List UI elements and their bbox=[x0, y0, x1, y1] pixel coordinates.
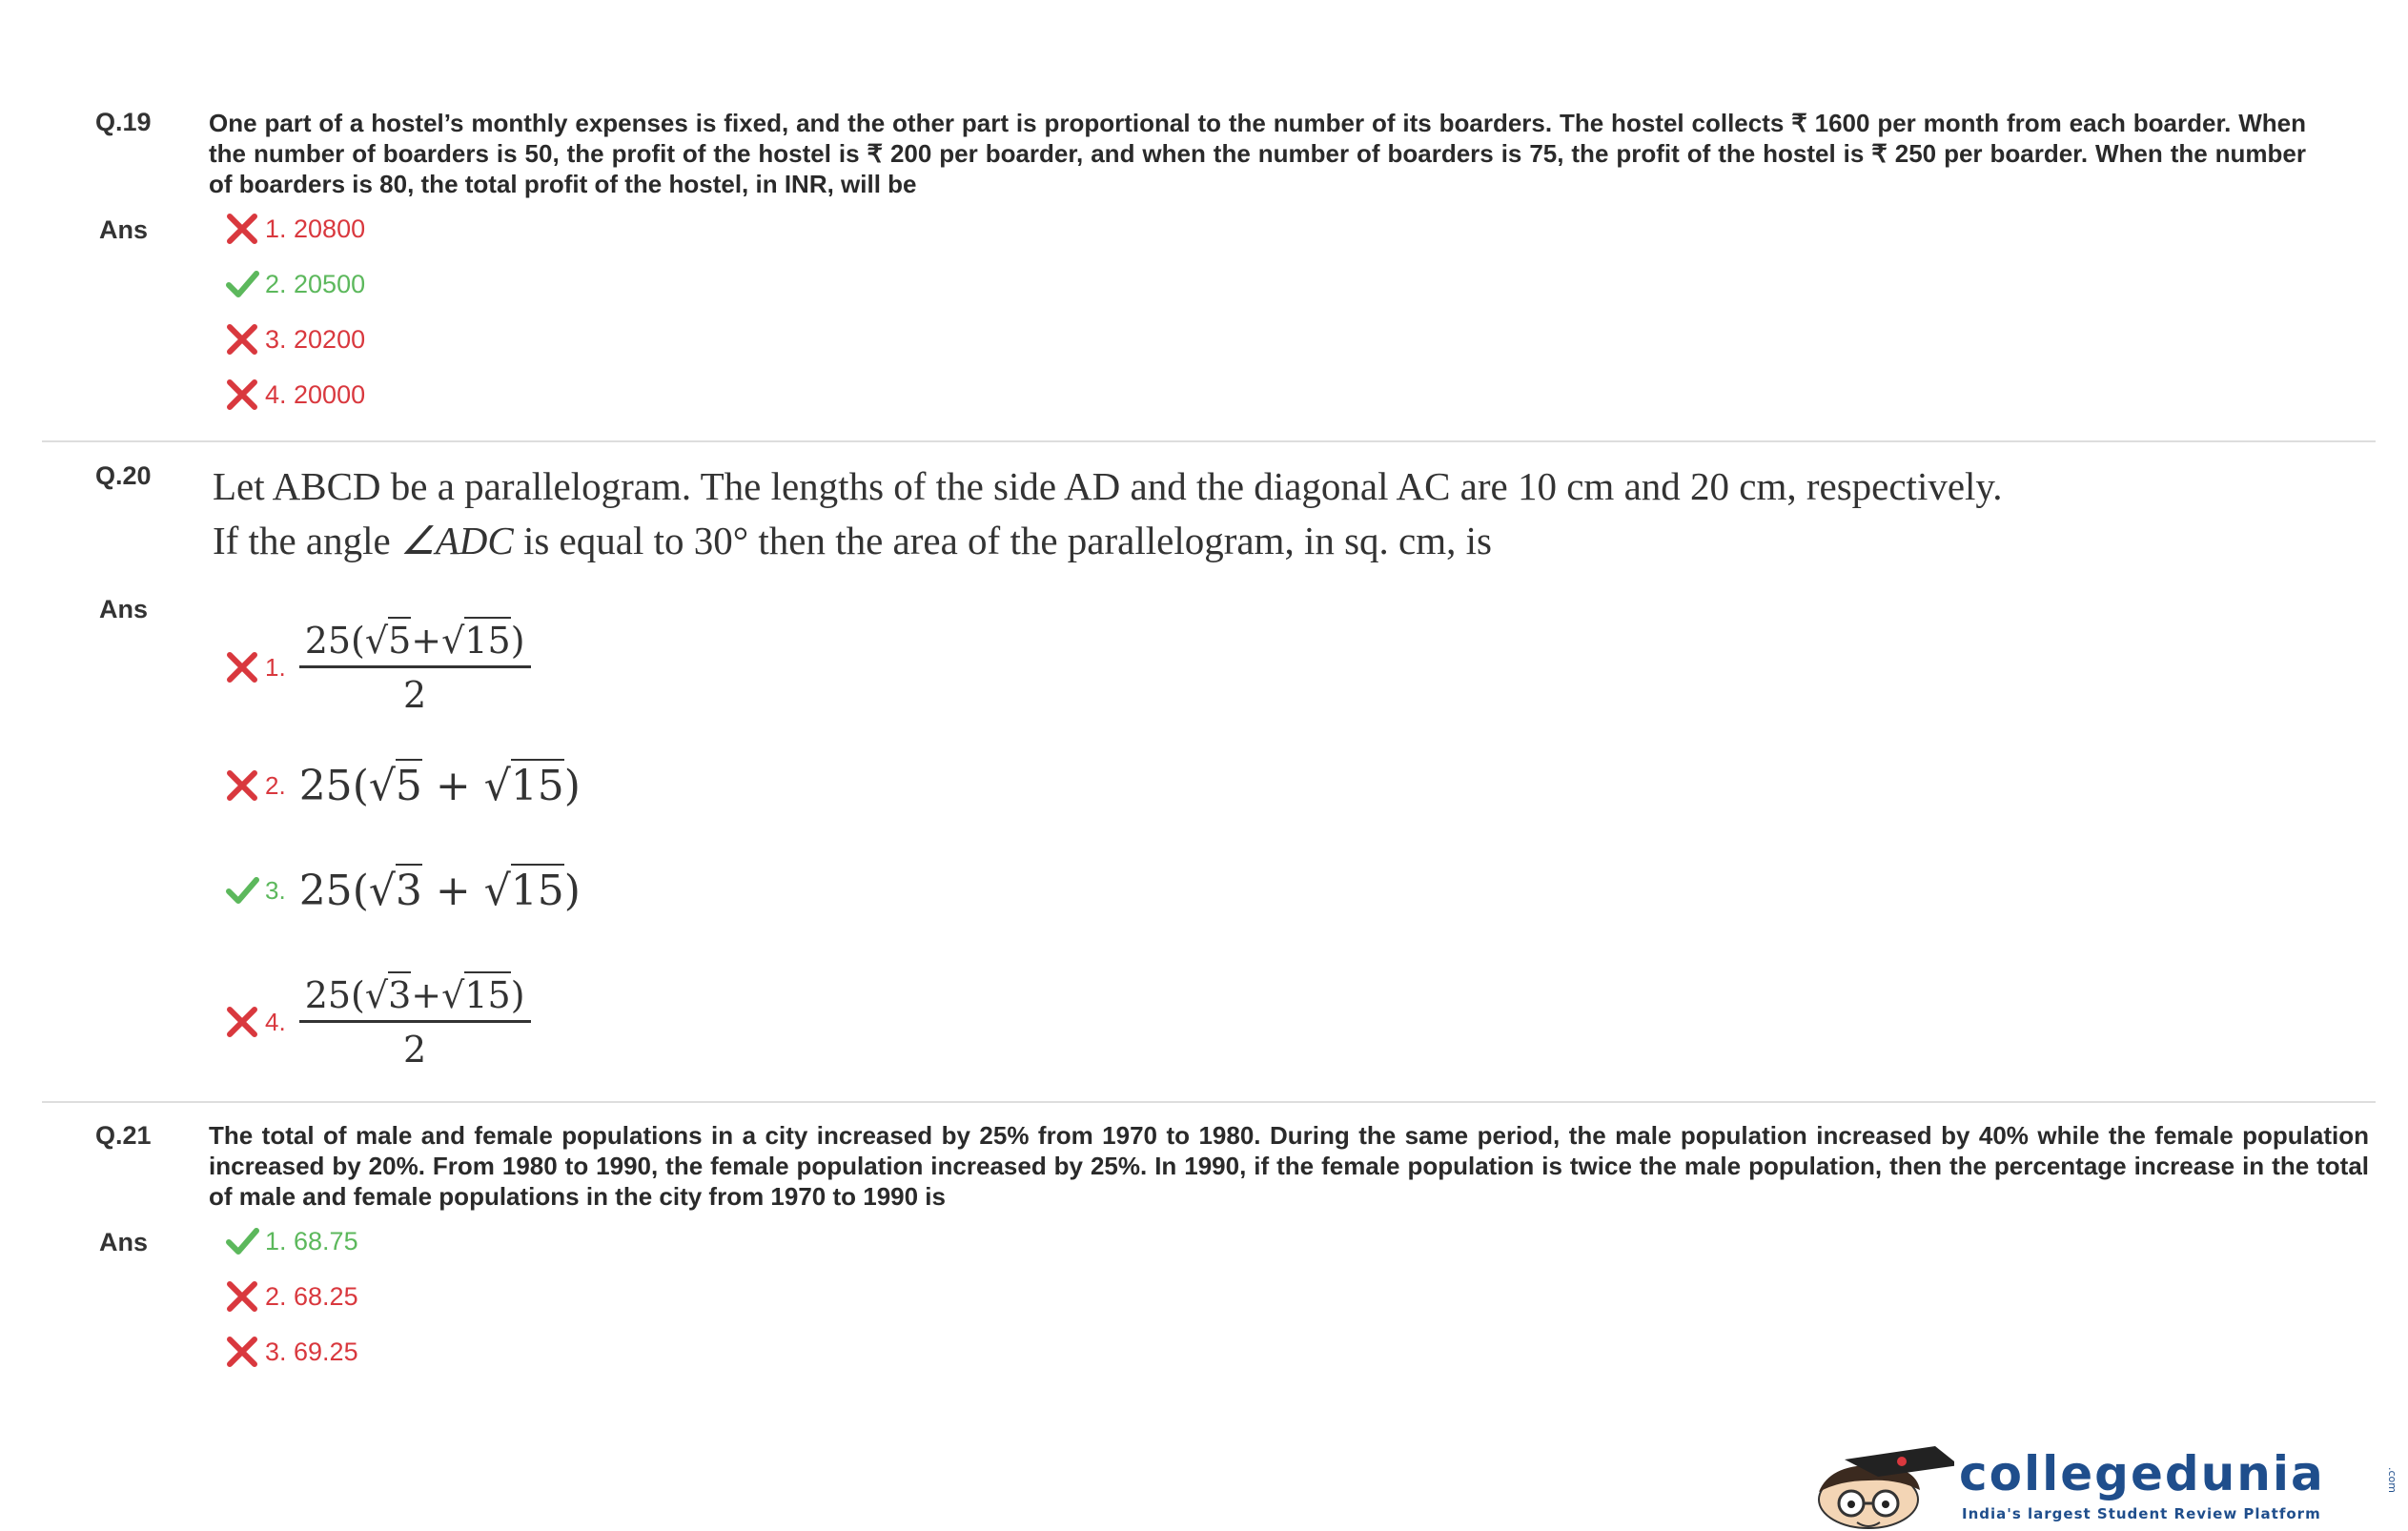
option-text: 3. 20200 bbox=[265, 324, 366, 354]
question-line-2-suffix: is equal to 30° then the area of the parallelogram, in sq. cm, is bbox=[513, 519, 1492, 562]
radicand: 15 bbox=[464, 617, 510, 662]
check-icon bbox=[225, 873, 259, 908]
collegedunia-logo bbox=[1792, 1444, 2402, 1531]
logo-domain-suffix: .com bbox=[2386, 1467, 2398, 1493]
option-3 bbox=[225, 320, 365, 358]
option-3 bbox=[225, 1333, 358, 1371]
angle-expression: ∠ADC bbox=[399, 519, 514, 562]
option-1 bbox=[225, 1222, 358, 1260]
logo-wordmark: collegedunia bbox=[1959, 1446, 2325, 1501]
cross-icon bbox=[225, 322, 259, 357]
question-text bbox=[213, 459, 2003, 568]
option-text: 4. 20000 bbox=[265, 379, 366, 409]
option-number: 1. bbox=[265, 652, 286, 682]
option-text: 2. 68.25 bbox=[265, 1281, 358, 1311]
coefficient: 25 bbox=[304, 973, 352, 1016]
question-line-2 bbox=[213, 514, 2003, 568]
option-1 bbox=[225, 610, 531, 725]
question-number: Q.20 bbox=[95, 461, 152, 490]
option-text: 1. 68.75 bbox=[265, 1226, 358, 1255]
radicand: 3 bbox=[396, 864, 422, 915]
cross-icon bbox=[225, 768, 259, 803]
denominator: 2 bbox=[403, 673, 427, 716]
cross-icon bbox=[225, 1335, 259, 1369]
option-number: 2. bbox=[265, 770, 286, 800]
coefficient: 25 bbox=[298, 761, 353, 810]
option-2 bbox=[225, 1277, 358, 1316]
check-icon bbox=[225, 267, 259, 301]
option-4 bbox=[225, 965, 531, 1079]
option-1 bbox=[225, 210, 365, 248]
logo-tagline: India's largest Student Review Platform bbox=[1962, 1505, 2321, 1522]
radicand: 15 bbox=[464, 971, 510, 1016]
divider bbox=[42, 440, 2376, 442]
option-2 bbox=[225, 265, 365, 303]
radicand: 15 bbox=[511, 864, 564, 915]
option-number: 4. bbox=[265, 1007, 286, 1036]
option-3 bbox=[225, 864, 581, 917]
cross-icon bbox=[225, 378, 259, 412]
option-math: $\frac{25(√3+√15)}{2}$ bbox=[299, 974, 531, 1071]
radicand: 3 bbox=[388, 971, 411, 1016]
option-text: 2. 20500 bbox=[265, 269, 366, 298]
graduate-mascot-icon bbox=[1792, 1444, 1954, 1531]
question-line-2-prefix: If the angle bbox=[213, 519, 400, 562]
cross-icon bbox=[225, 650, 259, 684]
option-math: 25(√5 + √15) bbox=[299, 762, 581, 810]
option-text: 3. 69.25 bbox=[265, 1337, 358, 1366]
coefficient: 25 bbox=[304, 619, 352, 662]
option-4 bbox=[225, 376, 365, 414]
cross-icon bbox=[225, 1279, 259, 1314]
radicand: 5 bbox=[396, 759, 422, 810]
radicand: 5 bbox=[388, 617, 411, 662]
ans-label: Ans bbox=[99, 215, 149, 244]
cross-icon bbox=[225, 212, 259, 246]
question-number: Q.19 bbox=[95, 108, 152, 136]
option-number: 3. bbox=[265, 875, 286, 905]
denominator: 2 bbox=[403, 1028, 427, 1071]
option-2 bbox=[225, 759, 581, 812]
question-line-1: Let ABCD be a parallelogram. The lengths of the side AD and the diagonal AC are 10 cm and 20 cm, respectively. bbox=[213, 464, 2003, 508]
question-text: The total of male and female populations in a city increased by 25% from 1970 to 1980. During the same period, the male population increased by 40% while the female population increased by 20%. From 1980 to 1990, the female population increased by 25%. In 1990, if the female population is twice the male population, then the percentage increase in the total of male and female populations in the city from 1970 to 1990 is bbox=[209, 1121, 2369, 1211]
divider bbox=[42, 1101, 2376, 1103]
ans-label: Ans bbox=[99, 1228, 149, 1256]
cross-icon bbox=[225, 1005, 259, 1039]
question-text: One part of a hostel’s monthly expenses is fixed, and the other part is proportional to the number of its boarders. The hostel collects ₹ 1600 per month from each boarder. When the number of boarders is 50, the profit of the hostel is ₹ 200 per boarder, and when the number of boarders is 75, the profit of the hostel is ₹ 250 per boarder. When the number of boarders is 80, the total profit of the hostel, in INR, will be bbox=[209, 109, 2306, 198]
ans-label: Ans bbox=[99, 595, 149, 623]
option-math: 25(√3 + √15) bbox=[299, 867, 581, 915]
radicand: 15 bbox=[511, 759, 564, 810]
check-icon bbox=[225, 1224, 259, 1258]
question-number: Q.21 bbox=[95, 1121, 152, 1150]
coefficient: 25 bbox=[298, 866, 353, 915]
option-text: 1. 20800 bbox=[265, 214, 366, 243]
option-math: $\frac{25(√5+√15)}{2}$ bbox=[299, 620, 531, 716]
